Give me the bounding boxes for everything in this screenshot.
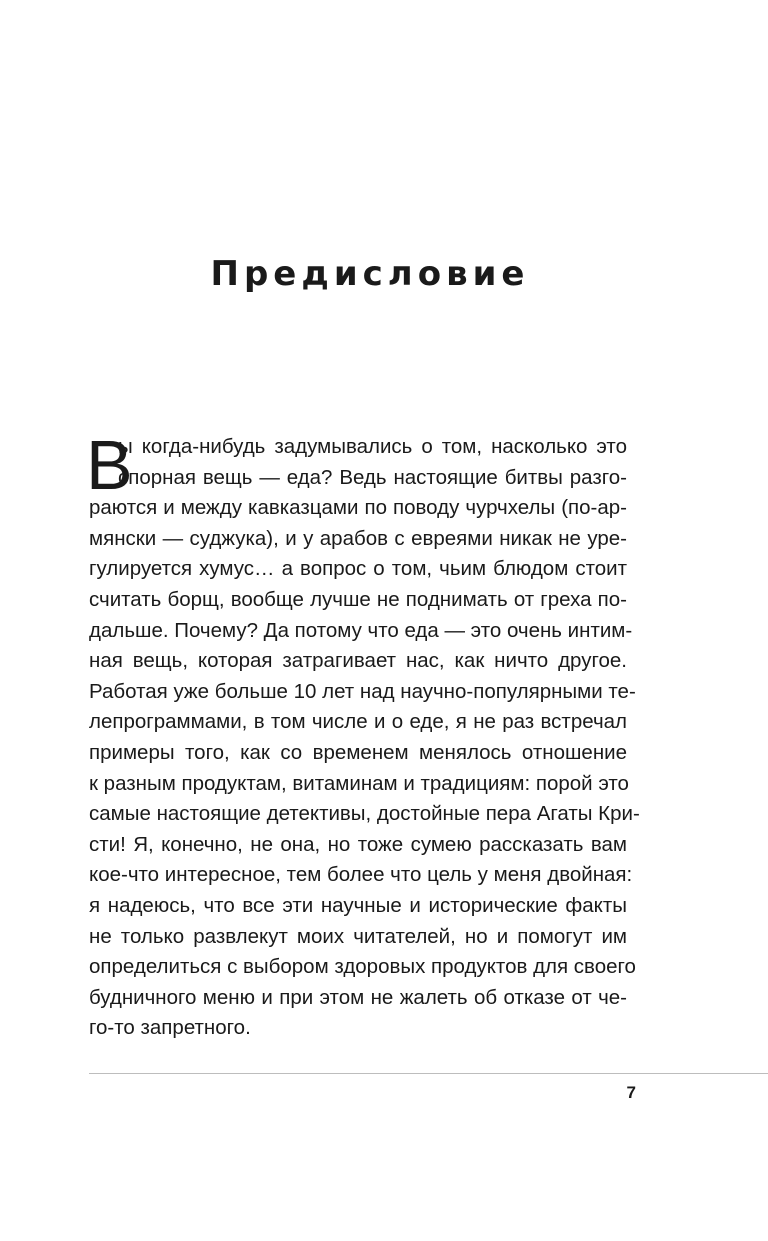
page-number: 7 bbox=[626, 1083, 636, 1102]
text-line: мянски — суджука), и у арабов с евреями никак не уре- bbox=[89, 526, 627, 550]
text-line: к разным продуктам, витаминам и традициям: порой это bbox=[89, 771, 629, 795]
chapter-title: Предисловие bbox=[210, 254, 530, 294]
drop-cap: В bbox=[86, 426, 133, 504]
text-line: я надеюсь, что все эти научные и исторические факты bbox=[89, 893, 627, 917]
text-line: спорная вещь — еда? Ведь настоящие битвы разго- bbox=[118, 465, 627, 489]
text-line: Работая уже больше 10 лет над научно-популярными те- bbox=[89, 679, 636, 703]
text-line: будничного меню и при этом не жалеть об отказе от че- bbox=[89, 985, 627, 1009]
text-line: ы когда-нибудь задумывались о том, насколько это bbox=[118, 435, 627, 458]
text-line: ная вещь, которая затрагивает нас, как ничто другое. bbox=[89, 649, 627, 673]
text-line: определиться с выбором здоровых продуктов для своего bbox=[89, 955, 636, 979]
text-line: дальше. Почему? Да потому что еда — это очень интим- bbox=[89, 618, 633, 642]
text-line: лепрограммами, в том числе и о еде, я не раз встречал bbox=[89, 710, 627, 734]
text-line: гулируется хумус… а вопрос о том, чьим блюдом стоит bbox=[89, 557, 627, 581]
text-line: самые настоящие детективы, достойные пера Агаты Кри- bbox=[89, 802, 640, 826]
footer-divider bbox=[89, 1073, 768, 1074]
text-line: не только развлекут моих читателей, но и помогут им bbox=[89, 924, 627, 948]
text-line: го-то запретного. bbox=[89, 1016, 251, 1040]
text-line: кое-что интересное, тем более что цель у меня двойная: bbox=[89, 863, 633, 887]
text-line: примеры того, как со временем менялось отношение bbox=[89, 740, 627, 764]
body-text bbox=[86, 426, 640, 1044]
text-line: сти! Я, конечно, не она, но тоже сумею рассказать вам bbox=[89, 832, 627, 856]
text-line: считать борщ, вообще лучше не поднимать от греха по- bbox=[89, 587, 627, 611]
text-line: раются и между кавказцами по поводу чурчхелы (по-ар- bbox=[89, 496, 627, 520]
